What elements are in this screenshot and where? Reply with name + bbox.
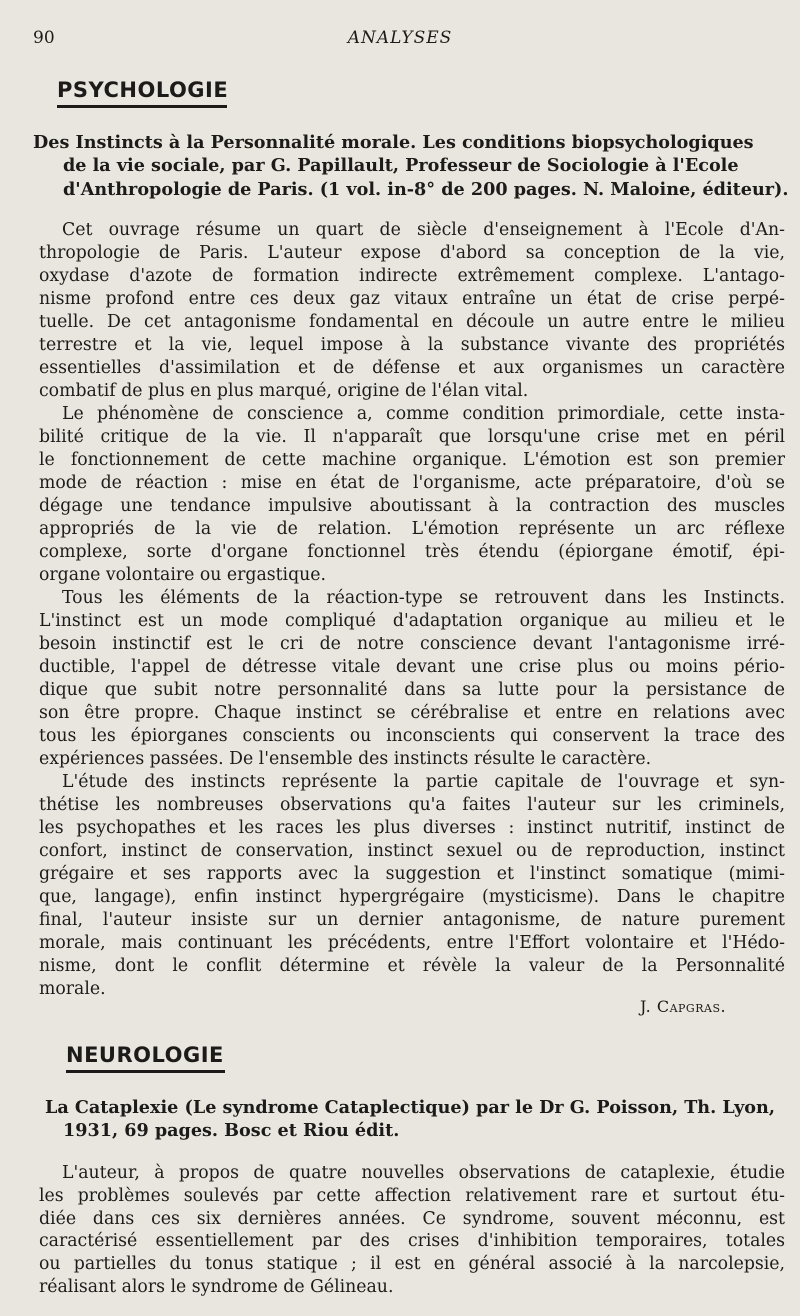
text-line: les psychopathes et les races les plus diverses : instinct nutritif, instinct de — [39, 818, 785, 838]
reference-author — [63, 157, 785, 175]
section-heading-psychologie: PSYCHOLOGIE — [57, 78, 229, 102]
text-line: nisme profond entre ces deux gaz vitaux entraîne un état de crise perpé- — [39, 289, 785, 309]
reference-publication: d'Anthropologie de Paris. (1 vol. in-8° de 200 pages. N. Maloine, éditeur). — [63, 179, 789, 200]
text-line: organe volontaire ou ergastique. — [39, 565, 326, 585]
text-line: tous les épiorganes conscients ou inconscients qui conservent la trace des — [39, 726, 785, 746]
text-line: bilité critique de la vie. Il n'apparaît que lorsqu'une crise met en péril — [39, 427, 785, 447]
text-line: réalisant alors le syndrome de Gélineau. — [39, 1277, 394, 1297]
running-title: ANALYSES — [347, 28, 453, 48]
text-line: L'auteur, à propos de quatre nouvelles observations de cataplexie, étudie — [62, 1163, 785, 1183]
text-line: confort, instinct de conservation, instinct sexuel ou de reproduction, instinct — [39, 841, 785, 861]
text-line: complexe, sorte d'organe fonctionnel très étendu (épiorgane émotif, épi- — [39, 542, 785, 562]
text-line: tuelle. De cet antagonisme fondamental en découle un autre entre le milieu — [39, 312, 785, 332]
reference-publication: 1931, 69 pages. Bosc et Riou édit. — [63, 1120, 400, 1141]
text-line: ou partielles du tonus statique ; il est en général associé à la narcolepsie, — [39, 1254, 785, 1274]
text-line: que, langage), enfin instinct hypergrégaire (mysticisme). Dans le chapitre — [39, 887, 785, 907]
text-line: L'étude des instincts représente la partie capitale de l'ouvrage et syn- — [62, 772, 785, 792]
reviewer-name: J. Capgras. — [640, 997, 727, 1016]
text-line: besoin instinctif est le cri de notre conscience devant l'antagonisme irré- — [39, 634, 785, 654]
text-line: son être propre. Chaque instinct se cérébralise et entre en relations avec — [39, 703, 785, 723]
reference-author-text: de la vie sociale, par G. Papillault, Professeur de Sociologie à l'Ecole — [63, 155, 739, 176]
text-line: grégaire et ses rapports avec la suggestion et l'instinct somatique (mimi- — [39, 864, 785, 884]
text-line: appropriés de la vie de relation. L'émotion représente un arc réflexe — [39, 519, 785, 539]
text-line: thropologie de Paris. L'auteur expose d'abord sa conception de la vie, — [39, 243, 785, 263]
text-line: diée dans ces six dernières années. Ce syndrome, souvent méconnu, est — [39, 1209, 785, 1229]
running-header — [0, 28, 800, 56]
text-line: ductible, l'appel de détresse vitale devant une crise plus ou moins pério- — [39, 657, 785, 677]
text-line: final, l'auteur insiste sur un dernier antagonisme, de nature purement — [39, 910, 785, 930]
text-line: morale, mais continuant les précédents, entre l'Effort volontaire et l'Hédo- — [39, 933, 785, 953]
section-underline — [57, 105, 227, 108]
text-line: les problèmes soulevés par cette affection relativement rare et surtout étu- — [39, 1186, 785, 1206]
text-line: Tous les éléments de la réaction-type se retrouvent dans les Instincts. — [62, 588, 785, 608]
text-line: combatif de plus en plus marqué, origine de l'élan vital. — [39, 381, 529, 401]
text-line: dégage une tendance impulsive aboutissant à la contraction des muscles — [39, 496, 785, 516]
text-line: morale. — [39, 979, 106, 999]
text-line: L'instinct est un mode compliqué d'adaptation organique au milieu et le — [39, 611, 785, 631]
text-line: nisme, dont le conflit détermine et révèle la valeur de la Personnalité — [39, 956, 785, 976]
text-line: caractérisé essentiellement par des crises d'inhibition temporaires, totales — [39, 1231, 785, 1251]
text-line: expériences passées. De l'ensemble des instincts résulte le caractère. — [39, 749, 652, 769]
text-line: thétise les nombreuses observations qu'a faites l'auteur sur les criminels, — [39, 795, 785, 815]
reference-title: La Cataplexie (Le syndrome Cataplectique) par le Dr G. Poisson, Th. Lyon, — [45, 1097, 775, 1118]
reference-title: Des Instincts à la Personnalité morale. Les conditions biopsychologiques — [33, 132, 754, 153]
text-line: terrestre et la vie, lequel impose à la substance vivante des propriétés — [39, 335, 785, 355]
text-line: oxydase d'azote de formation indirecte extrêmement complexe. L'antago- — [39, 266, 785, 286]
text-line: Cet ouvrage résume un quart de siècle d'enseignement à l'Ecole d'An- — [62, 220, 785, 240]
text-line: essentielles d'assimilation et de défense et aux organismes un caractère — [39, 358, 785, 378]
text-line: Le phénomène de conscience a, comme condition primordiale, cette insta- — [62, 404, 785, 424]
reviewer-signature — [640, 997, 726, 1016]
section-underline — [66, 1070, 225, 1073]
page-number: 90 — [33, 28, 55, 48]
text-line: mode de réaction : mise en état de l'organisme, acte préparatoire, d'où se — [39, 473, 785, 493]
text-line: dique que subit notre personnalité dans sa lutte pour la persistance de — [39, 680, 785, 700]
text-line: le fonctionnement de cette machine organique. L'émotion est son premier — [39, 450, 785, 470]
section-heading-neurologie: NEUROLOGIE — [66, 1043, 224, 1067]
